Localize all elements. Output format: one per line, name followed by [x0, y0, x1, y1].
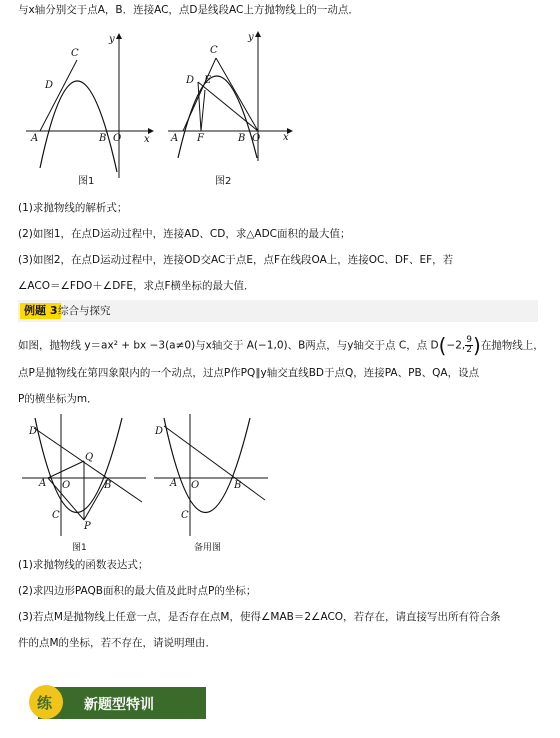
label-y: y: [109, 34, 115, 45]
intro-line: 与x轴分别交于点A，B．连接AC，点D是线段AC上方抛物线上的一动点．: [18, 4, 359, 16]
segment-qa: [48, 461, 84, 478]
figure-1: [20, 30, 170, 180]
label-x: x: [283, 132, 289, 143]
segment-ac: [40, 60, 77, 131]
figure-1-caption: 图1: [78, 176, 95, 187]
label-b: B: [104, 480, 112, 491]
example-badge: 例题 3: [20, 303, 61, 319]
label-d: D: [29, 426, 38, 437]
y-axis-arrow: [255, 31, 261, 37]
banner-badge-text: 练: [37, 694, 53, 712]
label-c: C: [71, 48, 79, 59]
figure-2: [165, 28, 315, 178]
fraction-numerator: 9: [466, 335, 472, 345]
ex3-stem-line3: P的横坐标为m．: [18, 393, 98, 405]
practice-banner: [24, 683, 214, 723]
label-a: A: [170, 478, 178, 489]
example-3-header: [18, 300, 538, 322]
figure-2-caption: 图2: [215, 176, 232, 187]
label-y: y: [248, 32, 254, 43]
ex2-question-1: (1)求抛物线的解析式；: [18, 202, 128, 214]
parabola: [164, 418, 250, 513]
banner-title: 新题型特训: [84, 697, 154, 713]
paren-close: ): [473, 333, 481, 358]
y-axis-arrow: [116, 33, 122, 39]
segment-ac: [183, 58, 216, 131]
figure-4-caption: 备用图: [194, 543, 222, 553]
label-c: C: [181, 510, 189, 521]
fraction-denominator: 2: [466, 345, 472, 355]
label-e: E: [204, 75, 212, 86]
figure-3: [18, 412, 148, 537]
paren-open: (: [438, 333, 447, 358]
ex3-stem-line1: [18, 333, 544, 358]
ex2-question-3-line2: ∠ACO＝∠FDO＋∠DFE，求点F横坐标的最大值．: [18, 280, 255, 292]
point-d-x: −2,: [446, 339, 466, 352]
label-x: x: [144, 134, 150, 145]
label-d: D: [155, 426, 164, 437]
parabola: [35, 418, 122, 513]
label-q: Q: [85, 452, 94, 463]
segment-oc: [216, 58, 258, 131]
label-b: B: [234, 480, 242, 491]
ex3-question-3-line1: (3)若点M是抛物线上任意一点，是否存在点M，使得∠MAB＝2∠ACO，若存在，请直接写出所有符合条: [18, 611, 501, 623]
parabola: [40, 81, 117, 172]
label-a: A: [171, 133, 179, 144]
label-a: A: [39, 478, 47, 489]
label-c: C: [210, 45, 218, 56]
ex2-question-3-line1: (3)如图2，在点D运动过程中，连接OD交AC于点E，点F在线段OA上，连接OC、DF、EF，若: [18, 254, 454, 266]
stem-text-a: 如图，抛物线 y＝ax² + bx −3(a≠0)与x轴交于 A(−1,0)、B两点，与y轴交于点 C，点 D: [18, 339, 439, 352]
label-c: C: [52, 510, 60, 521]
figure-4: [150, 412, 270, 537]
segment-ef: [201, 90, 205, 131]
line-bd: [34, 428, 142, 502]
label-o: O: [191, 480, 200, 491]
ex3-question-2: (2)求四边形PAQB面积的最大值及此时点P的坐标；: [18, 585, 257, 597]
figure-3-caption: 图1: [72, 543, 87, 553]
label-o: O: [252, 133, 261, 144]
line-bd: [164, 426, 265, 500]
ex2-question-2: (2)如图1，在点D运动过程中，连接AD、CD，求△ADC面积的最大值；: [18, 228, 351, 240]
ex3-question-3-line2: 件的点M的坐标，若不存在，请说明理由．: [18, 637, 217, 649]
segment-od: [198, 82, 258, 131]
label-a: A: [31, 133, 39, 144]
label-b: B: [99, 133, 107, 144]
label-o: O: [62, 480, 71, 491]
label-o: O: [113, 133, 122, 144]
label-f: F: [197, 133, 204, 144]
stem-text-b: 在抛物线上，: [480, 339, 544, 352]
label-d: D: [186, 75, 195, 86]
label-d: D: [45, 80, 54, 91]
example-heading: 综合与探究: [58, 305, 111, 317]
fraction: [465, 336, 473, 355]
ex3-stem-line2: 点P是抛物线在第四象限内的一个动点，过点P作PQ∥y轴交直线BD于点Q，连接PA、PB、QA，设点: [18, 367, 480, 379]
label-b: B: [238, 133, 246, 144]
ex3-question-1: (1)求抛物线的函数表达式；: [18, 559, 149, 571]
label-p: P: [84, 521, 91, 532]
